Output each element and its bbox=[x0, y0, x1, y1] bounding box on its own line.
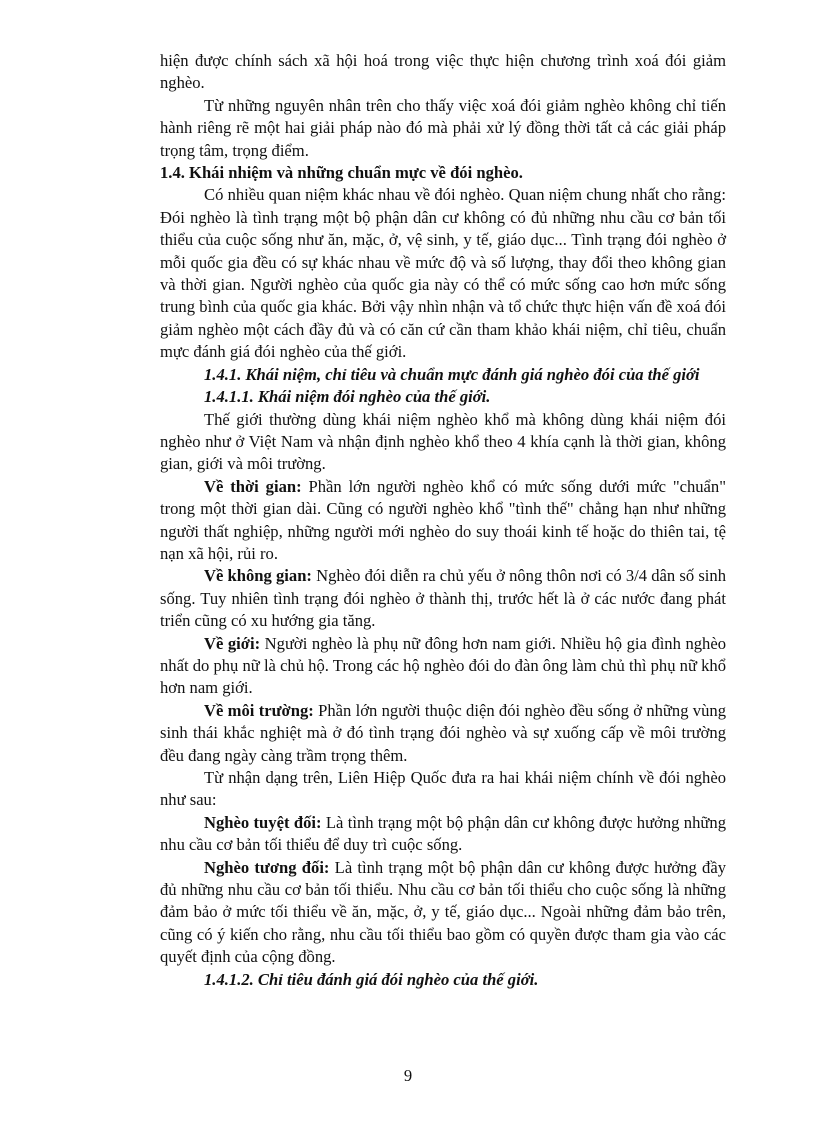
term-space: Về không gian: bbox=[204, 566, 312, 586]
text-space: Nghèo đói diễn ra chủ yếu ở nông thôn nơi có 3/4 dân số sinh sống. Tuy nhiên tình trạng đói nghèo ở thành thị, trước hết là ở các nước đang phát triển cũng có xu hướng gia tăng. bbox=[160, 566, 726, 631]
paragraph-absolute-poverty bbox=[160, 812, 726, 857]
term-absolute-poverty: Nghèo tuyệt đối: bbox=[204, 812, 322, 832]
paragraph-conclusion: Từ những nguyên nhân trên cho thấy việc xoá đói giảm nghèo không chỉ tiến hành riêng rẽ một hai giải pháp nào đó mà phải xử lý đồng thời tất cả các giải pháp trọng tâm, trọng điểm. bbox=[160, 95, 726, 160]
paragraph-time bbox=[160, 476, 726, 566]
paragraph-environment bbox=[160, 700, 726, 767]
section-heading-1-4: 1.4. Khái nhiệm và những chuẩn mực về đói nghèo. bbox=[160, 163, 523, 183]
text-relative-poverty: Là tình trạng một bộ phận dân cư không được hưởng đầy đủ những nhu cầu cơ bản tối thiểu. Nhu cầu cơ bản tối thiểu cho cuộc sống là những đảm bảo ở mức tối thiểu về ăn, mặc, ở, y tế, giáo dục... Ngoài những đảm bảo trên, cũng có ý kiến cho rằng, nhu cầu tối thiểu bao gồm có quyền được tham gia vào các quyết định của cộng đồng. bbox=[160, 857, 726, 967]
paragraph-intro: hiện được chính sách xã hội hoá trong việc thực hiện chương trình xoá đói giảm nghèo. bbox=[160, 51, 726, 93]
text-environment: Phần lớn người thuộc diện đói nghèo đều sống ở những vùng sinh thái khắc nghiệt mà ở đó tình trạng đói nghèo và sự xuống cấp về môi trường đều đang ngày càng trầm trọng thêm. bbox=[160, 700, 726, 765]
section-heading-1-4-1: 1.4.1. Khái niệm, chỉ tiêu và chuẩn mực đánh giá nghèo đói của thế giới bbox=[204, 364, 700, 384]
section-heading-1-4-1-2: 1.4.1.2. Chỉ tiêu đánh giá đói nghèo của thế giới. bbox=[204, 969, 539, 989]
text-time: Phần lớn người nghèo khổ có mức sống dưới mức "chuẩn" trong một thời gian dài. Cũng có người nghèo khổ "tình thế" chẳng hạn như những người thất nghiệp, những người mới nghèo do suy thoái kinh tế hoặc do thiên tai, tệ nạn xã hội, rủi ro. bbox=[160, 476, 726, 563]
text-gender: Người nghèo là phụ nữ đông hơn nam giới. Nhiều hộ gia đình nghèo nhất do phụ nữ là chủ hộ. Trong các hộ nghèo đói do đàn ông làm chủ thì phụ nữ khổ hơn nam giới. bbox=[160, 633, 726, 698]
paragraph-concept: Có nhiều quan niệm khác nhau về đói nghèo. Quan niệm chung nhất cho rằng: Đói nghèo là tình trạng một bộ phận dân cư không có đủ những nhu cầu cơ bản tối thiểu của cuộc sống như ăn, mặc, ở, vệ sinh, y tế, giáo dục... Tình trạng đói nghèo ở mỗi quốc gia đều có sự khác nhau về mức độ và số lượng, thay đổi theo không gian và thời gian. Người nghèo của quốc gia này có thể có mức sống cao hơn mức sống trung bình của quốc gia khác. Bởi vậy nhìn nhận và tổ chức thực hiện vấn đề xoá đói giảm nghèo một cách đầy đủ và có căn cứ cần tham khảo khái niệm, chỉ tiêu, chuẩn mực đánh giá đói nghèo của thế giới. bbox=[160, 185, 726, 362]
page-number: 9 bbox=[403, 1066, 413, 1085]
paragraph-un: Từ nhận dạng trên, Liên Hiệp Quốc đưa ra hai khái niệm chính về đói nghèo như sau: bbox=[160, 768, 726, 810]
paragraph-world-concept: Thế giới thường dùng khái niệm nghèo khổ mà không dùng khái niệm đói nghèo như ở Việt Nam và nhận định nghèo khổ theo 4 khía cạnh là thời gian, không gian, giới và môi trường. bbox=[160, 409, 726, 474]
term-relative-poverty: Nghèo tương đối: bbox=[204, 857, 330, 877]
term-gender: Về giới: bbox=[204, 633, 261, 653]
text-absolute-poverty: Là tình trạng một bộ phận dân cư không được hưởng những nhu cầu cơ bản tối thiểu để duy trì cuộc sống. bbox=[160, 812, 726, 855]
paragraph-space bbox=[160, 565, 726, 632]
term-time: Về thời gian: bbox=[204, 476, 302, 496]
paragraph-gender bbox=[160, 633, 726, 700]
paragraph-relative-poverty bbox=[160, 857, 726, 969]
document-page bbox=[160, 50, 726, 991]
term-environment: Về môi trường: bbox=[204, 700, 314, 720]
section-heading-1-4-1-1: 1.4.1.1. Khái niệm đói nghèo của thế giới. bbox=[204, 387, 491, 407]
